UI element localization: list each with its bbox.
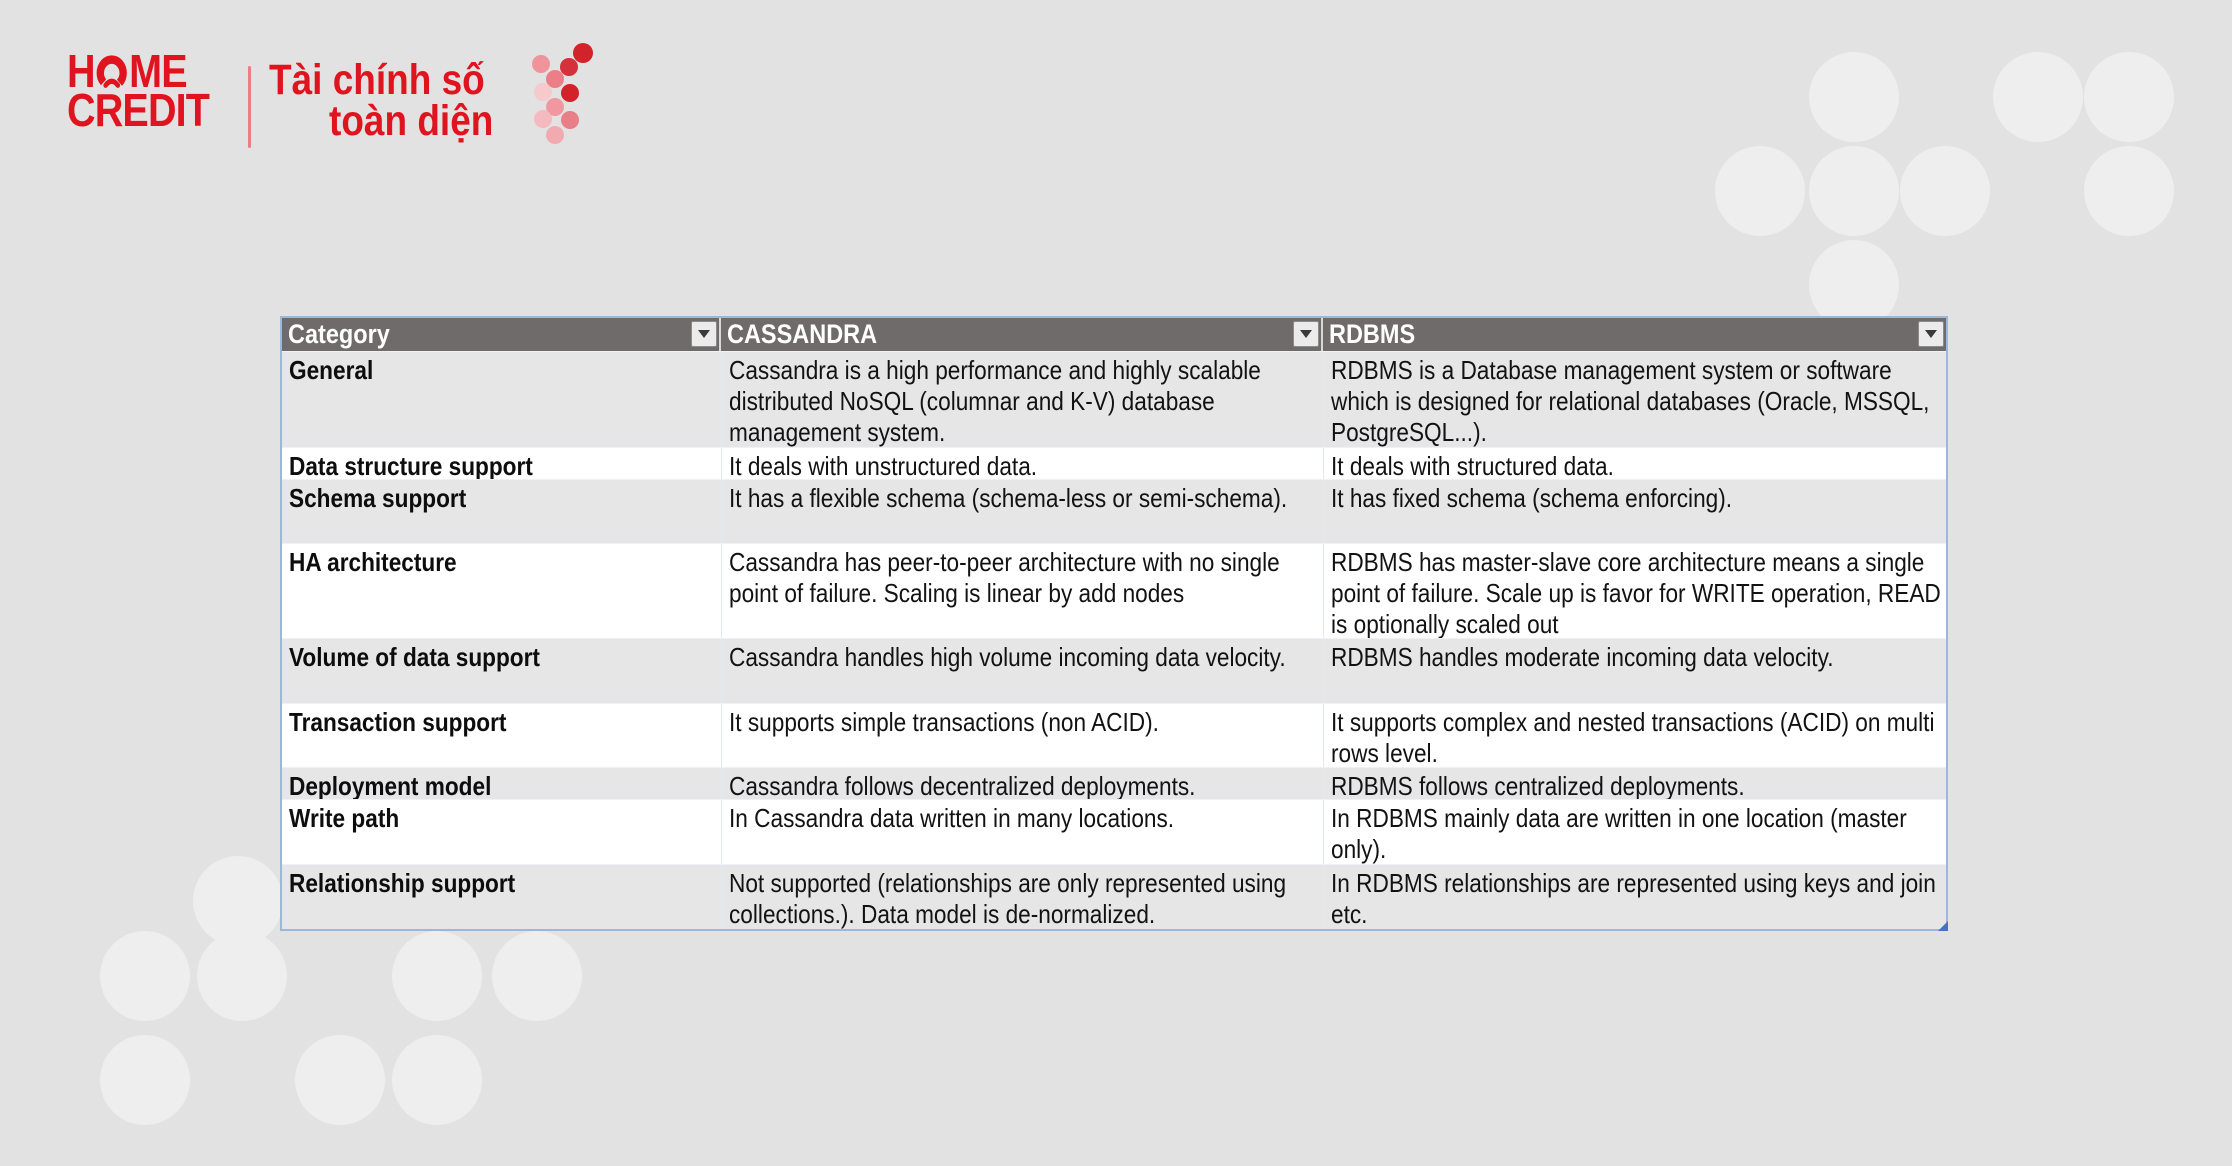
- cell-text: In Cassandra data written in many locations.: [729, 803, 1175, 833]
- cell-text: Volume of data support: [289, 642, 540, 672]
- header-label-cassandra: CASSANDRA: [727, 319, 878, 349]
- cassandra-cell: [721, 352, 1323, 447]
- cell-text: General: [289, 355, 374, 385]
- cell-text: It has fixed schema (schema enforcing).: [1331, 483, 1733, 513]
- table-row: [282, 864, 1946, 929]
- logo-dot: [546, 126, 564, 144]
- rdbms-cell: [1323, 865, 1946, 929]
- background-circle: [100, 931, 190, 1021]
- logo-dot: [561, 84, 579, 102]
- header-cell-rdbms: [1323, 318, 1946, 351]
- header-label-rdbms: RDBMS: [1329, 319, 1416, 349]
- logo-dot: [560, 58, 578, 76]
- logo-dot: [534, 83, 552, 101]
- category-cell: [282, 639, 721, 703]
- cell-text: It deals with unstructured data.: [729, 451, 1038, 479]
- cell-text: Relationship support: [289, 868, 516, 898]
- category-cell: [282, 544, 721, 638]
- header-cell-cassandra: [721, 318, 1323, 351]
- cassandra-cell: [721, 544, 1323, 638]
- logo-word-credit: CREDIT: [67, 84, 210, 136]
- cassandra-cell: [721, 639, 1323, 703]
- home-credit-logo: [67, 45, 520, 148]
- background-circle: [492, 931, 582, 1021]
- filter-dropdown-cassandra[interactable]: [1293, 321, 1319, 347]
- cell-text: RDBMS has master-slave core architecture means a single point of failure. Scale up is favor for WRITE operation, READ is optionally scaled out: [1331, 547, 1941, 638]
- dropdown-arrow-icon: [698, 330, 710, 338]
- category-cell: [282, 704, 721, 767]
- background-circle: [1993, 52, 2083, 142]
- rdbms-cell: [1323, 352, 1946, 447]
- category-cell: [282, 480, 721, 543]
- cell-text: HA architecture: [289, 547, 457, 577]
- table-row: [282, 479, 1946, 543]
- background-circle: [1715, 146, 1805, 236]
- rdbms-cell: [1323, 768, 1946, 799]
- logo-dot: [561, 111, 579, 129]
- cell-text: Cassandra follows decentralized deployments.: [729, 771, 1196, 799]
- rdbms-cell: [1323, 639, 1946, 703]
- cell-text: It supports complex and nested transactions (ACID) on multi rows level.: [1331, 707, 1935, 767]
- cell-text: RDBMS is a Database management system or software which is designed for relational databases (Oracle, MSSQL, PostgreSQL...).: [1331, 355, 1930, 447]
- table-header-row: [282, 318, 1946, 351]
- category-cell: [282, 865, 721, 929]
- cell-text: Cassandra handles high volume incoming data velocity.: [729, 642, 1286, 672]
- filter-dropdown-rdbms[interactable]: [1918, 321, 1944, 347]
- logo-divider: [248, 66, 251, 148]
- logo-tagline: [269, 56, 520, 145]
- table-row: [282, 447, 1946, 479]
- logo-word-home: H ME: [67, 45, 187, 97]
- logo-dot: [573, 43, 593, 63]
- cell-text: It supports simple transactions (non ACID).: [729, 707, 1159, 737]
- background-circle: [2084, 52, 2174, 142]
- background-circle: [392, 931, 482, 1021]
- cell-text: Schema support: [289, 483, 467, 513]
- rdbms-cell: [1323, 800, 1946, 864]
- background-circle: [197, 931, 287, 1021]
- cassandra-cell: [721, 865, 1323, 929]
- cell-text: It deals with structured data.: [1331, 451, 1614, 479]
- background-circle: [1809, 146, 1899, 236]
- table-body: [282, 351, 1946, 929]
- table-row: [282, 543, 1946, 638]
- category-cell: [282, 352, 721, 447]
- tagline-line1: Tài chính số: [269, 56, 485, 104]
- cell-text: Transaction support: [289, 707, 507, 737]
- table-row: [282, 638, 1946, 703]
- background-circle: [1900, 146, 1990, 236]
- background-circle: [100, 1035, 190, 1125]
- rdbms-cell: [1323, 480, 1946, 543]
- table-row: [282, 767, 1946, 799]
- rdbms-cell: [1323, 544, 1946, 638]
- cell-text: Deployment model: [289, 771, 492, 799]
- cassandra-cell: [721, 704, 1323, 767]
- dropdown-arrow-icon: [1925, 330, 1937, 338]
- logo-dot: [546, 70, 564, 88]
- category-cell: [282, 768, 721, 799]
- category-cell: [282, 800, 721, 864]
- filter-dropdown-category[interactable]: [691, 321, 717, 347]
- cell-text: In RDBMS relationships are represented using keys and join etc.: [1331, 868, 1936, 929]
- cell-text: Not supported (relationships are only represented using collections.). Data model is de-normalized.: [729, 868, 1287, 929]
- cell-text: In RDBMS mainly data are written in one location (master only).: [1331, 803, 1907, 864]
- cell-text: Write path: [289, 803, 400, 833]
- cell-text: Data structure support: [289, 451, 533, 479]
- cassandra-cell: [721, 800, 1323, 864]
- header-label-category: Category: [288, 319, 390, 349]
- table-row: [282, 703, 1946, 767]
- cell-text: Cassandra is a high performance and highly scalable distributed NoSQL (columnar and K-V) database management system.: [729, 355, 1261, 447]
- background-circle: [2084, 146, 2174, 236]
- background-circle: [392, 1035, 482, 1125]
- cassandra-cell: [721, 768, 1323, 799]
- logo-dot: [532, 55, 550, 73]
- comparison-table: [280, 316, 1948, 931]
- table-row: [282, 351, 1946, 447]
- home-credit-wordmark: [67, 45, 232, 136]
- logo-dot: [546, 98, 564, 116]
- cassandra-cell: [721, 448, 1323, 479]
- background-circle: [295, 1035, 385, 1125]
- background-circle: [1809, 52, 1899, 142]
- rdbms-cell: [1323, 704, 1946, 767]
- cell-text: RDBMS follows centralized deployments.: [1331, 771, 1745, 799]
- cell-text: Cassandra has peer-to-peer architecture with no single point of failure. Scaling is linear by add nodes: [729, 547, 1280, 608]
- logo-dot: [534, 110, 552, 128]
- cell-text: It has a flexible schema (schema-less or semi-schema).: [729, 483, 1288, 513]
- dropdown-arrow-icon: [1300, 330, 1312, 338]
- tagline-line2: toàn diện: [329, 97, 494, 145]
- rdbms-cell: [1323, 448, 1946, 479]
- cassandra-cell: [721, 480, 1323, 543]
- table-row: [282, 799, 1946, 864]
- header-cell-category: [282, 318, 721, 351]
- category-cell: [282, 448, 721, 479]
- cell-text: RDBMS handles moderate incoming data velocity.: [1331, 642, 1834, 672]
